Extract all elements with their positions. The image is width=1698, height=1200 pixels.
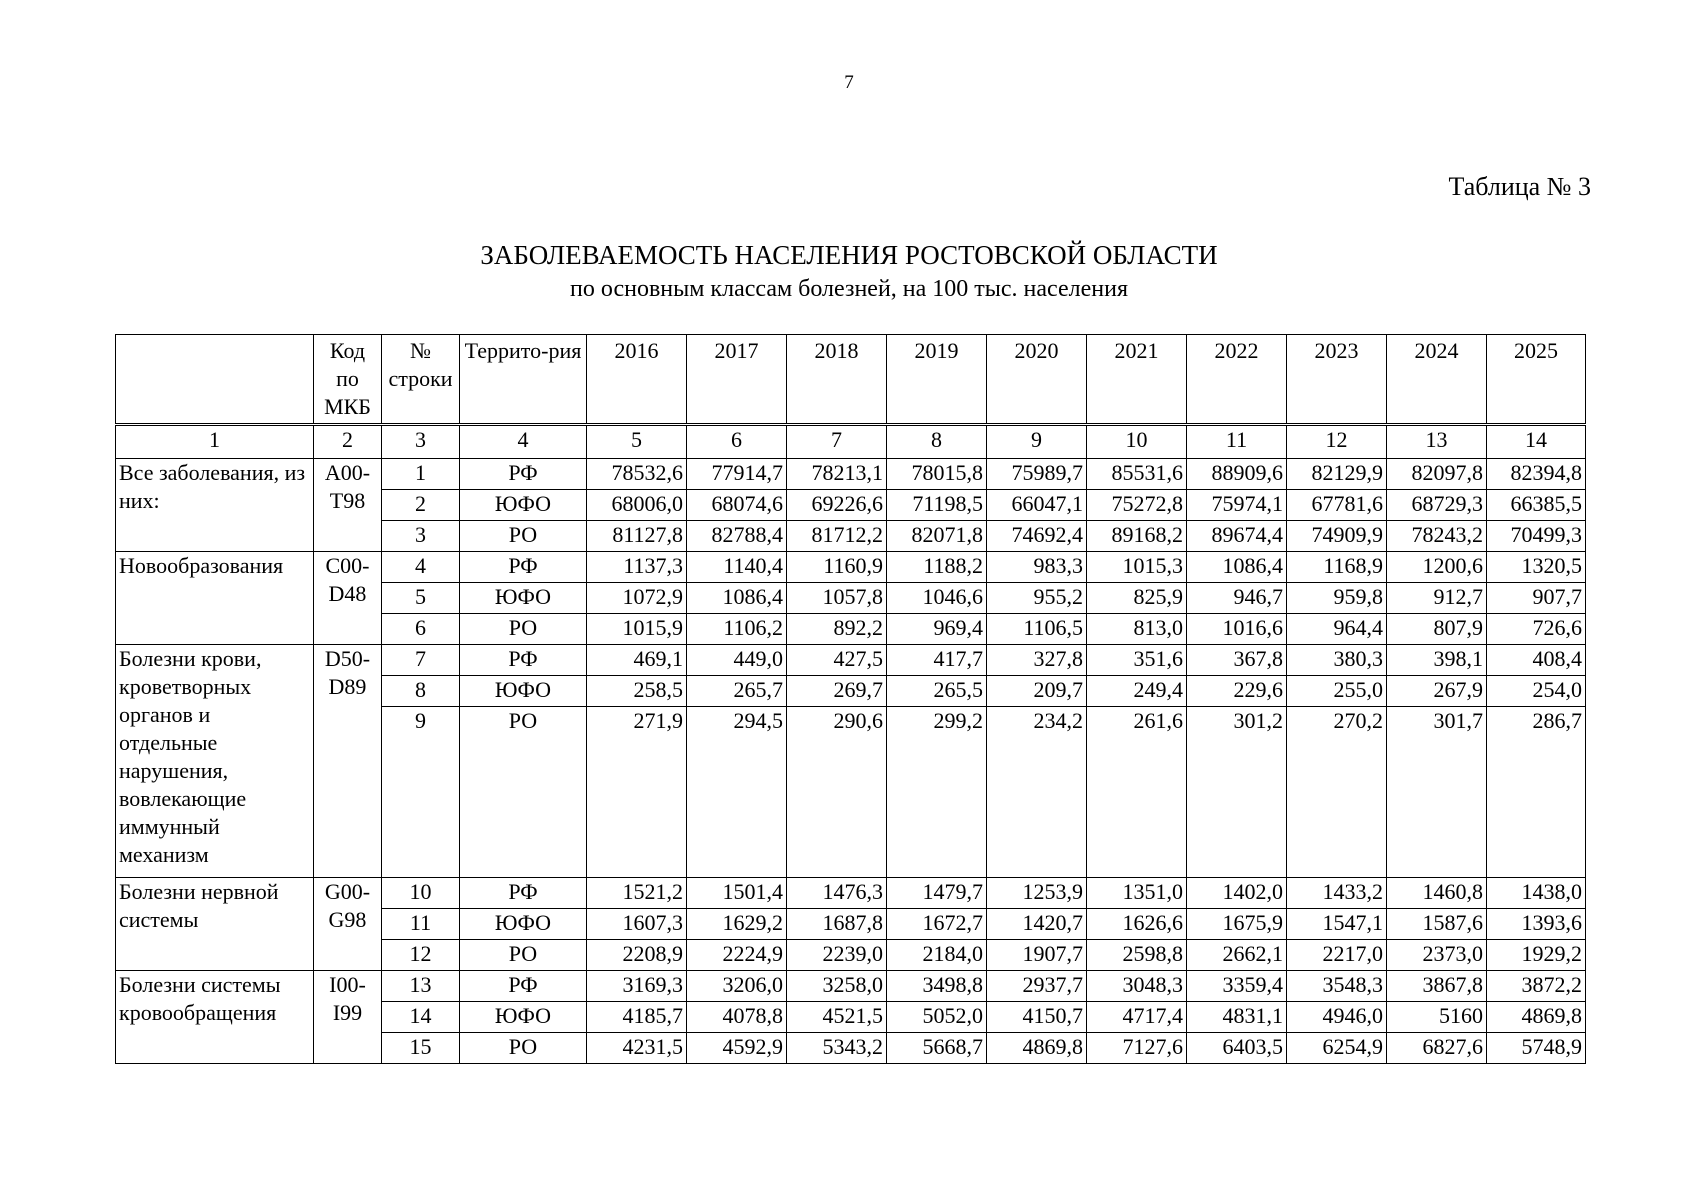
value-cell: 969,4 [887, 614, 987, 645]
value-cell: 3867,8 [1387, 971, 1487, 1002]
disease-class: Все заболевания, из них: [116, 459, 314, 552]
value-cell: 5343,2 [787, 1033, 887, 1064]
value-cell: 1072,9 [587, 583, 687, 614]
value-cell: 81127,8 [587, 521, 687, 552]
column-number: 10 [1087, 425, 1187, 459]
value-cell: 1929,2 [1487, 940, 1586, 971]
column-number: 3 [382, 425, 460, 459]
row-number: 9 [382, 707, 460, 878]
column-number: 7 [787, 425, 887, 459]
value-cell: 1200,6 [1387, 552, 1487, 583]
value-cell: 82097,8 [1387, 459, 1487, 490]
header-year: 2025 [1487, 335, 1586, 425]
value-cell: 286,7 [1487, 707, 1586, 878]
value-cell: 1188,2 [887, 552, 987, 583]
value-cell: 1015,9 [587, 614, 687, 645]
header-year: 2017 [687, 335, 787, 425]
value-cell: 1057,8 [787, 583, 887, 614]
value-cell: 351,6 [1087, 645, 1187, 676]
value-cell: 4592,9 [687, 1033, 787, 1064]
value-cell: 367,8 [1187, 645, 1287, 676]
header-territory: Террито-рия [460, 335, 587, 425]
value-cell: 74692,4 [987, 521, 1087, 552]
value-cell: 2217,0 [1287, 940, 1387, 971]
value-cell: 2224,9 [687, 940, 787, 971]
value-cell: 4078,8 [687, 1002, 787, 1033]
value-cell: 3206,0 [687, 971, 787, 1002]
value-cell: 4831,1 [1187, 1002, 1287, 1033]
value-cell: 1106,5 [987, 614, 1087, 645]
value-cell: 4521,5 [787, 1002, 887, 1033]
value-cell: 78015,8 [887, 459, 987, 490]
column-number: 8 [887, 425, 987, 459]
value-cell: 6827,6 [1387, 1033, 1487, 1064]
value-cell: 327,8 [987, 645, 1087, 676]
header-year: 2021 [1087, 335, 1187, 425]
table-row [116, 878, 1586, 909]
row-number: 11 [382, 909, 460, 940]
value-cell: 4869,8 [1487, 1002, 1586, 1033]
territory: ЮФО [460, 490, 587, 521]
value-cell: 4231,5 [587, 1033, 687, 1064]
value-cell: 1160,9 [787, 552, 887, 583]
value-cell: 1629,2 [687, 909, 787, 940]
header-row-number: № строки [382, 335, 460, 425]
territory: РО [460, 707, 587, 878]
value-cell: 82129,9 [1287, 459, 1387, 490]
header-year: 2016 [587, 335, 687, 425]
table-row [116, 971, 1586, 1002]
table-title: ЗАБОЛЕВАЕМОСТЬ НАСЕЛЕНИЯ РОСТОВСКОЙ ОБЛАСТИ [480, 240, 1218, 270]
value-cell: 1479,7 [887, 878, 987, 909]
value-cell: 68074,6 [687, 490, 787, 521]
value-cell: 3169,3 [587, 971, 687, 1002]
column-number: 9 [987, 425, 1087, 459]
value-cell: 1607,3 [587, 909, 687, 940]
value-cell: 2208,9 [587, 940, 687, 971]
value-cell: 1016,6 [1187, 614, 1287, 645]
row-number: 12 [382, 940, 460, 971]
value-cell: 469,1 [587, 645, 687, 676]
row-number: 15 [382, 1033, 460, 1064]
value-cell: 5052,0 [887, 1002, 987, 1033]
value-cell: 907,7 [1487, 583, 1586, 614]
value-cell: 2598,8 [1087, 940, 1187, 971]
value-cell: 249,4 [1087, 676, 1187, 707]
value-cell: 3548,3 [1287, 971, 1387, 1002]
icd-code: I00-I99 [314, 971, 382, 1064]
header-year: 2018 [787, 335, 887, 425]
territory: РФ [460, 878, 587, 909]
value-cell: 75272,8 [1087, 490, 1187, 521]
value-cell: 813,0 [1087, 614, 1187, 645]
row-number: 13 [382, 971, 460, 1002]
table-subtitle: по основным классам болезней, на 100 тыс. населения [570, 276, 1128, 302]
value-cell: 269,7 [787, 676, 887, 707]
value-cell: 71198,5 [887, 490, 987, 521]
header-year: 2022 [1187, 335, 1287, 425]
value-cell: 5668,7 [887, 1033, 987, 1064]
icd-code: D50-D89 [314, 645, 382, 878]
value-cell: 3048,3 [1087, 971, 1187, 1002]
value-cell: 290,6 [787, 707, 887, 878]
disease-class: Болезни системы кровообращения [116, 971, 314, 1064]
table-row [116, 552, 1586, 583]
value-cell: 2662,1 [1187, 940, 1287, 971]
territory: РФ [460, 971, 587, 1002]
row-number: 5 [382, 583, 460, 614]
value-cell: 1626,6 [1087, 909, 1187, 940]
value-cell: 449,0 [687, 645, 787, 676]
value-cell: 85531,6 [1087, 459, 1187, 490]
value-cell: 1476,3 [787, 878, 887, 909]
value-cell: 1501,4 [687, 878, 787, 909]
icd-code: C00-D48 [314, 552, 382, 645]
value-cell: 68006,0 [587, 490, 687, 521]
value-cell: 964,4 [1287, 614, 1387, 645]
value-cell: 75989,7 [987, 459, 1087, 490]
value-cell: 234,2 [987, 707, 1087, 878]
value-cell: 78243,2 [1387, 521, 1487, 552]
value-cell: 825,9 [1087, 583, 1187, 614]
value-cell: 66385,5 [1487, 490, 1586, 521]
value-cell: 75974,1 [1187, 490, 1287, 521]
value-cell: 1320,5 [1487, 552, 1586, 583]
value-cell: 4869,8 [987, 1033, 1087, 1064]
value-cell: 726,6 [1487, 614, 1586, 645]
column-number-row [116, 425, 1586, 459]
value-cell: 1687,8 [787, 909, 887, 940]
page-number: 7 [844, 72, 854, 93]
value-cell: 74909,9 [1287, 521, 1387, 552]
column-number: 14 [1487, 425, 1586, 459]
value-cell: 6403,5 [1187, 1033, 1287, 1064]
value-cell: 1675,9 [1187, 909, 1287, 940]
row-number: 3 [382, 521, 460, 552]
row-number: 7 [382, 645, 460, 676]
value-cell: 82394,8 [1487, 459, 1586, 490]
value-cell: 258,5 [587, 676, 687, 707]
value-cell: 88909,6 [1187, 459, 1287, 490]
territory: РО [460, 614, 587, 645]
header-year: 2020 [987, 335, 1087, 425]
value-cell: 1547,1 [1287, 909, 1387, 940]
territory: РФ [460, 645, 587, 676]
value-cell: 6254,9 [1287, 1033, 1387, 1064]
territory: РО [460, 1033, 587, 1064]
icd-code: A00-T98 [314, 459, 382, 552]
header-code: Код по МКБ [314, 335, 382, 425]
value-cell: 68729,3 [1387, 490, 1487, 521]
value-cell: 1137,3 [587, 552, 687, 583]
territory: РО [460, 940, 587, 971]
value-cell: 3258,0 [787, 971, 887, 1002]
table-row [116, 459, 1586, 490]
column-number: 13 [1387, 425, 1487, 459]
value-cell: 301,7 [1387, 707, 1487, 878]
value-cell: 7127,6 [1087, 1033, 1187, 1064]
value-cell: 1086,4 [1187, 552, 1287, 583]
row-number: 6 [382, 614, 460, 645]
value-cell: 89674,4 [1187, 521, 1287, 552]
value-cell: 265,5 [887, 676, 987, 707]
value-cell: 959,8 [1287, 583, 1387, 614]
value-cell: 1433,2 [1287, 878, 1387, 909]
value-cell: 3359,4 [1187, 971, 1287, 1002]
value-cell: 892,2 [787, 614, 887, 645]
header-description [116, 335, 314, 425]
header-year: 2023 [1287, 335, 1387, 425]
value-cell: 82071,8 [887, 521, 987, 552]
value-cell: 1168,9 [1287, 552, 1387, 583]
value-cell: 301,2 [1187, 707, 1287, 878]
value-cell: 261,6 [1087, 707, 1187, 878]
territory: РФ [460, 552, 587, 583]
row-number: 1 [382, 459, 460, 490]
value-cell: 254,0 [1487, 676, 1586, 707]
morbidity-table [115, 334, 1586, 1064]
value-cell: 1253,9 [987, 878, 1087, 909]
value-cell: 4946,0 [1287, 1002, 1387, 1033]
column-number: 6 [687, 425, 787, 459]
value-cell: 209,7 [987, 676, 1087, 707]
value-cell: 1907,7 [987, 940, 1087, 971]
column-number: 12 [1287, 425, 1387, 459]
table-label: Таблица № 3 [1448, 172, 1591, 201]
value-cell: 2937,7 [987, 971, 1087, 1002]
value-cell: 267,9 [1387, 676, 1487, 707]
value-cell: 270,2 [1287, 707, 1387, 878]
territory: ЮФО [460, 676, 587, 707]
disease-class: Болезни нервной системы [116, 878, 314, 971]
header-row [116, 335, 1586, 425]
column-number: 5 [587, 425, 687, 459]
value-cell: 417,7 [887, 645, 987, 676]
value-cell: 5748,9 [1487, 1033, 1586, 1064]
value-cell: 1460,8 [1387, 878, 1487, 909]
value-cell: 946,7 [1187, 583, 1287, 614]
row-number: 2 [382, 490, 460, 521]
row-number: 4 [382, 552, 460, 583]
value-cell: 229,6 [1187, 676, 1287, 707]
header-year: 2019 [887, 335, 987, 425]
value-cell: 1106,2 [687, 614, 787, 645]
value-cell: 271,9 [587, 707, 687, 878]
value-cell: 3872,2 [1487, 971, 1586, 1002]
value-cell: 955,2 [987, 583, 1087, 614]
column-number: 4 [460, 425, 587, 459]
value-cell: 1046,6 [887, 583, 987, 614]
value-cell: 4150,7 [987, 1002, 1087, 1033]
value-cell: 1672,7 [887, 909, 987, 940]
value-cell: 299,2 [887, 707, 987, 878]
value-cell: 3498,8 [887, 971, 987, 1002]
value-cell: 983,3 [987, 552, 1087, 583]
value-cell: 78213,1 [787, 459, 887, 490]
value-cell: 4185,7 [587, 1002, 687, 1033]
row-number: 14 [382, 1002, 460, 1033]
value-cell: 2239,0 [787, 940, 887, 971]
value-cell: 1438,0 [1487, 878, 1586, 909]
column-number: 2 [314, 425, 382, 459]
header-year: 2024 [1387, 335, 1487, 425]
value-cell: 1587,6 [1387, 909, 1487, 940]
territory: РО [460, 521, 587, 552]
value-cell: 294,5 [687, 707, 787, 878]
value-cell: 5160 [1387, 1002, 1487, 1033]
territory: РФ [460, 459, 587, 490]
value-cell: 69226,6 [787, 490, 887, 521]
value-cell: 1351,0 [1087, 878, 1187, 909]
value-cell: 1015,3 [1087, 552, 1187, 583]
value-cell: 82788,4 [687, 521, 787, 552]
value-cell: 408,4 [1487, 645, 1586, 676]
icd-code: G00-G98 [314, 878, 382, 971]
value-cell: 2184,0 [887, 940, 987, 971]
value-cell: 70499,3 [1487, 521, 1586, 552]
value-cell: 66047,1 [987, 490, 1087, 521]
disease-class: Болезни крови, кроветворных органов и отдельные нарушения, вовлекающие иммунный механизм [116, 645, 314, 878]
value-cell: 1393,6 [1487, 909, 1586, 940]
value-cell: 1420,7 [987, 909, 1087, 940]
value-cell: 398,1 [1387, 645, 1487, 676]
value-cell: 265,7 [687, 676, 787, 707]
value-cell: 380,3 [1287, 645, 1387, 676]
value-cell: 427,5 [787, 645, 887, 676]
value-cell: 255,0 [1287, 676, 1387, 707]
value-cell: 81712,2 [787, 521, 887, 552]
territory: ЮФО [460, 583, 587, 614]
value-cell: 1521,2 [587, 878, 687, 909]
value-cell: 77914,7 [687, 459, 787, 490]
value-cell: 78532,6 [587, 459, 687, 490]
value-cell: 4717,4 [1087, 1002, 1187, 1033]
value-cell: 1402,0 [1187, 878, 1287, 909]
value-cell: 67781,6 [1287, 490, 1387, 521]
value-cell: 89168,2 [1087, 521, 1187, 552]
value-cell: 807,9 [1387, 614, 1487, 645]
territory: ЮФО [460, 1002, 587, 1033]
value-cell: 1086,4 [687, 583, 787, 614]
value-cell: 2373,0 [1387, 940, 1487, 971]
column-number: 11 [1187, 425, 1287, 459]
value-cell: 1140,4 [687, 552, 787, 583]
territory: ЮФО [460, 909, 587, 940]
row-number: 10 [382, 878, 460, 909]
table-row [116, 645, 1586, 676]
value-cell: 912,7 [1387, 583, 1487, 614]
column-number: 1 [116, 425, 314, 459]
disease-class: Новообразования [116, 552, 314, 645]
row-number: 8 [382, 676, 460, 707]
